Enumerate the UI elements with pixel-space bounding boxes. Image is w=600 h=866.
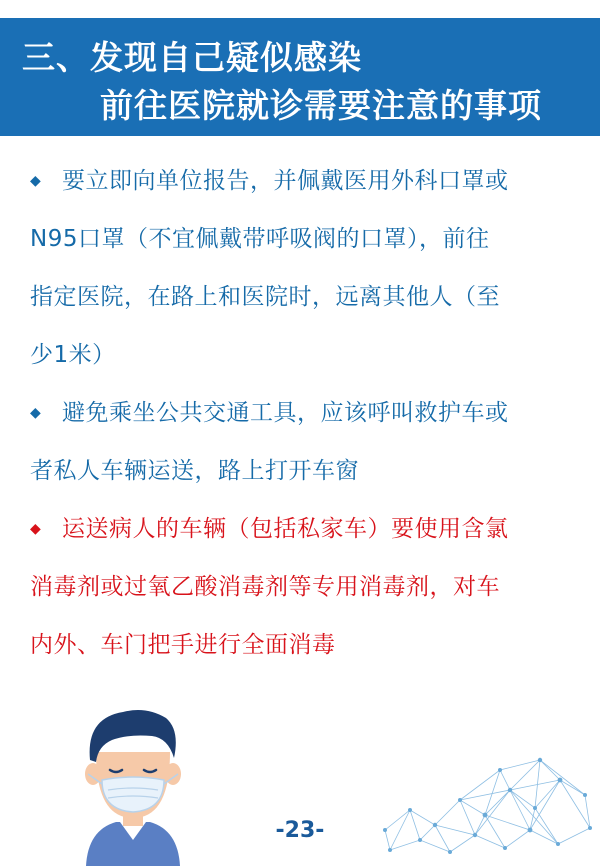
- guidance-list: [30, 152, 578, 674]
- guidance-item-disinfect: [30, 500, 578, 674]
- title-line-1: 三、发现自己疑似感染: [22, 38, 362, 77]
- masked-person-illustration: [68, 700, 198, 866]
- guidance-line: 少1米）: [30, 342, 116, 368]
- guidance-line: 消毒剂或过氧乙酸消毒剂等专用消毒剂，对车: [30, 574, 500, 600]
- guidance-line: ◆ 运送病人的车辆（包括私家车）要使用含氯: [30, 500, 578, 558]
- guidance-line: ◆ 要立即向单位报告，并佩戴医用外科口罩或: [30, 152, 578, 210]
- title-line-2: 前往医院就诊需要注意的事项: [100, 86, 542, 125]
- guidance-item-report: [30, 152, 578, 384]
- diamond-bullet-icon: ◆: [30, 405, 42, 421]
- page-number: -23-: [275, 818, 325, 843]
- network-mesh-decoration: [380, 740, 595, 866]
- guidance-line: ◆ 避免乘坐公共交通工具，应该呼叫救护车或: [30, 384, 578, 442]
- diamond-bullet-icon: ◆: [30, 521, 42, 537]
- guidance-line: N95口罩（不宜佩戴带呼吸阀的口罩），前往: [30, 226, 490, 252]
- guidance-line: 内外、车门把手进行全面消毒: [30, 632, 336, 658]
- guidance-line: 指定医院，在路上和医院时，远离其他人（至: [30, 284, 500, 310]
- guidance-item-transport: [30, 384, 578, 500]
- diamond-bullet-icon: ◆: [30, 173, 42, 189]
- guidance-line: 者私人车辆运送，路上打开车窗: [30, 458, 359, 484]
- title-banner: [0, 18, 600, 136]
